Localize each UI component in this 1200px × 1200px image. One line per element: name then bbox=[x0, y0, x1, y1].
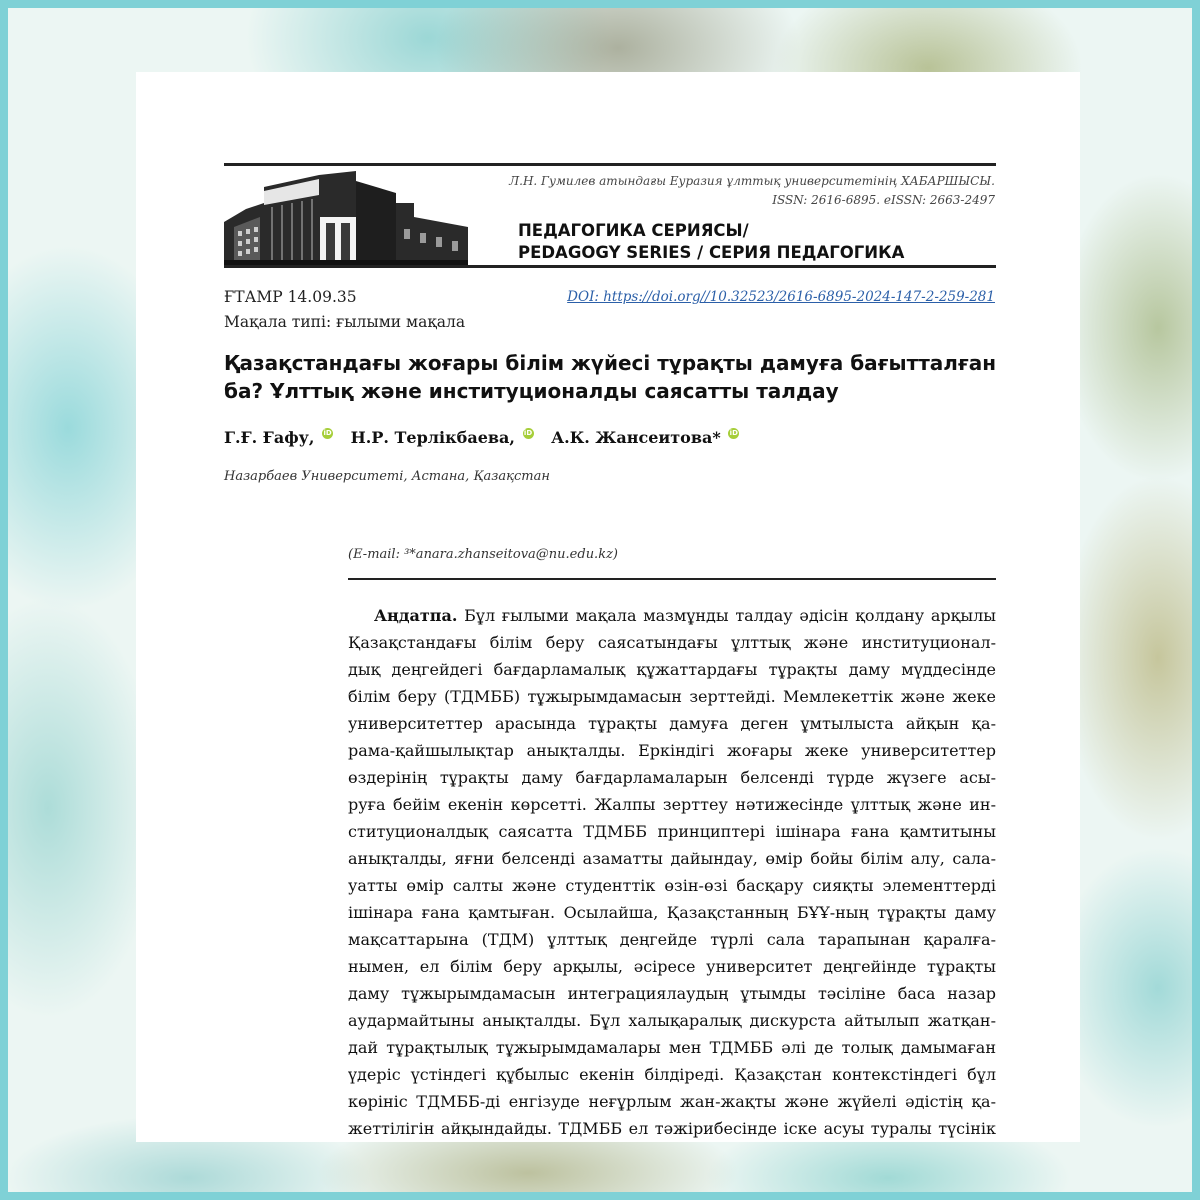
abstract-line: ституционалдық саясатта ТДМББ принциптері ішінара ғана қамтитыны bbox=[348, 822, 996, 841]
header-bottom-rule bbox=[224, 265, 996, 268]
orcid-icon[interactable]: iD bbox=[729, 429, 738, 437]
author-item bbox=[224, 428, 333, 447]
author-list bbox=[224, 428, 751, 447]
author-name: А.К. Жансеитова* bbox=[551, 428, 721, 447]
abstract-line: үдеріс үстіндегі құбылыс екенін білдіреді. Қазақстан контекстіндегі бұл bbox=[348, 1065, 996, 1084]
abstract-line: уатты өмір салты және студенттік өзін-өзі басқару сияқты элементтерді bbox=[348, 876, 996, 895]
journal-header bbox=[475, 172, 995, 210]
author-name: Н.Р. Терлікбаева, bbox=[350, 428, 515, 447]
header-top-rule bbox=[224, 163, 996, 166]
series-title bbox=[518, 220, 904, 264]
abstract-line: аудармайтыны анықталды. Бұл халықаралық дискурста айтылып жатқан- bbox=[348, 1011, 996, 1030]
abstract-line: мақсаттарына (ТДМ) ұлттық деңгейде түрлі сала тарапынан қаралға- bbox=[348, 930, 996, 949]
paper-page bbox=[136, 72, 1080, 1142]
series-line-1: ПЕДАГОГИКА СЕРИЯСЫ/ bbox=[518, 221, 749, 240]
article-title bbox=[224, 349, 1004, 405]
abstract-line: білім беру (ТДМББ) тұжырымдамасын зерттейді. Мемлекеттік және жеке bbox=[348, 687, 996, 706]
abstract-line bbox=[348, 602, 996, 629]
author-item bbox=[551, 428, 739, 447]
series-line-2: PEDAGOGY SERIES / СЕРИЯ ПЕДАГОГИКА bbox=[518, 243, 905, 262]
contact-email: (E-mail: ³*anara.zhanseitova@nu.edu.kz) bbox=[348, 547, 618, 562]
abstract-line: өздерінің тұрақты даму бағдарламаларын белсенді түрде жүзеге асы- bbox=[348, 768, 996, 787]
abstract-line: жеттілігін айқындайды. ТДМББ ел тәжірибесінде іске асуы туралы түсінік bbox=[348, 1119, 996, 1138]
journal-issn: ISSN: 2616-6895. eISSN: 2663-2497 bbox=[772, 193, 995, 207]
author-item bbox=[351, 428, 534, 447]
grnti-code: ҒТАМР 14.09.35 bbox=[224, 288, 357, 306]
abstract-line: руға бейім екенін көрсетті. Жалпы зерттеу нәтижесінде ұлттық және ин- bbox=[348, 795, 996, 814]
article-title-line-2: ба? Ұлттық және институционалды саясатты талдау bbox=[224, 379, 839, 403]
abstract-line: университеттер арасында тұрақты дамуға деген ұмтылыста айқын қа- bbox=[348, 714, 996, 733]
abstract-line: рама-қайшылықтар анықталды. Еркіндігі жоғары жеке университеттер bbox=[348, 741, 996, 760]
abstract-line: нымен, ел білім беру арқылы, әсіресе университет деңгейінде тұрақты bbox=[348, 957, 996, 976]
page-content bbox=[136, 72, 1080, 1142]
university-building-logo bbox=[224, 167, 468, 265]
abstract-block bbox=[348, 602, 996, 1142]
orcid-icon[interactable]: iD bbox=[323, 429, 332, 437]
abstract-line: дық деңгейдегі бағдарламалық құжаттардағы тұрақты даму мүддесінде bbox=[348, 660, 996, 679]
abstract-line: көрініс ТДМББ-ді енгізуде неғұрлым жан-жақты және жүйелі әдістің қа- bbox=[348, 1092, 996, 1111]
doi-link[interactable]: DOI: https://doi.org//10.32523/2616-6895-2024-147-2-259-281 bbox=[567, 289, 995, 305]
abstract-line: анықталды, яғни белсенді азаматты дайындау, өмір бойы білім алу, сала- bbox=[348, 849, 996, 868]
abstract-label: Аңдатпа. bbox=[374, 606, 458, 625]
abstract-line-text: Бұл ғылыми мақала мазмұнды талдау әдісін қолдану арқылы bbox=[464, 606, 996, 625]
affiliation: Назарбаев Университеті, Астана, Қазақстан bbox=[224, 469, 550, 484]
abstract-line: даму тұжырымдамасын интеграциялаудың ұтымды тәсіліне баса назар bbox=[348, 984, 996, 1003]
article-type: Мақала типі: ғылыми мақала bbox=[224, 313, 466, 331]
journal-name: Л.Н. Гумилев атындағы Еуразия ұлттық университетінің ХАБАРШЫСЫ. bbox=[509, 174, 995, 188]
author-name: Г.Ғ. Ғафу, bbox=[224, 428, 315, 447]
article-title-line-1: Қазақстандағы жоғары білім жүйесі тұрақты дамуға бағытталған bbox=[224, 351, 997, 375]
abstract-line: дай тұрақтылық тұжырымдамалары мен ТДМББ әлі де толық дамымаған bbox=[348, 1038, 996, 1057]
abstract-line: ішінара ғана қамтыған. Осылайша, Қазақстанның БҰҰ-ның тұрақты даму bbox=[348, 903, 996, 922]
abstract-divider bbox=[348, 578, 996, 580]
orcid-icon[interactable]: iD bbox=[523, 429, 533, 437]
abstract-line: Қазақстандағы білім беру саясатындағы ұлттық және институционал- bbox=[348, 633, 996, 652]
